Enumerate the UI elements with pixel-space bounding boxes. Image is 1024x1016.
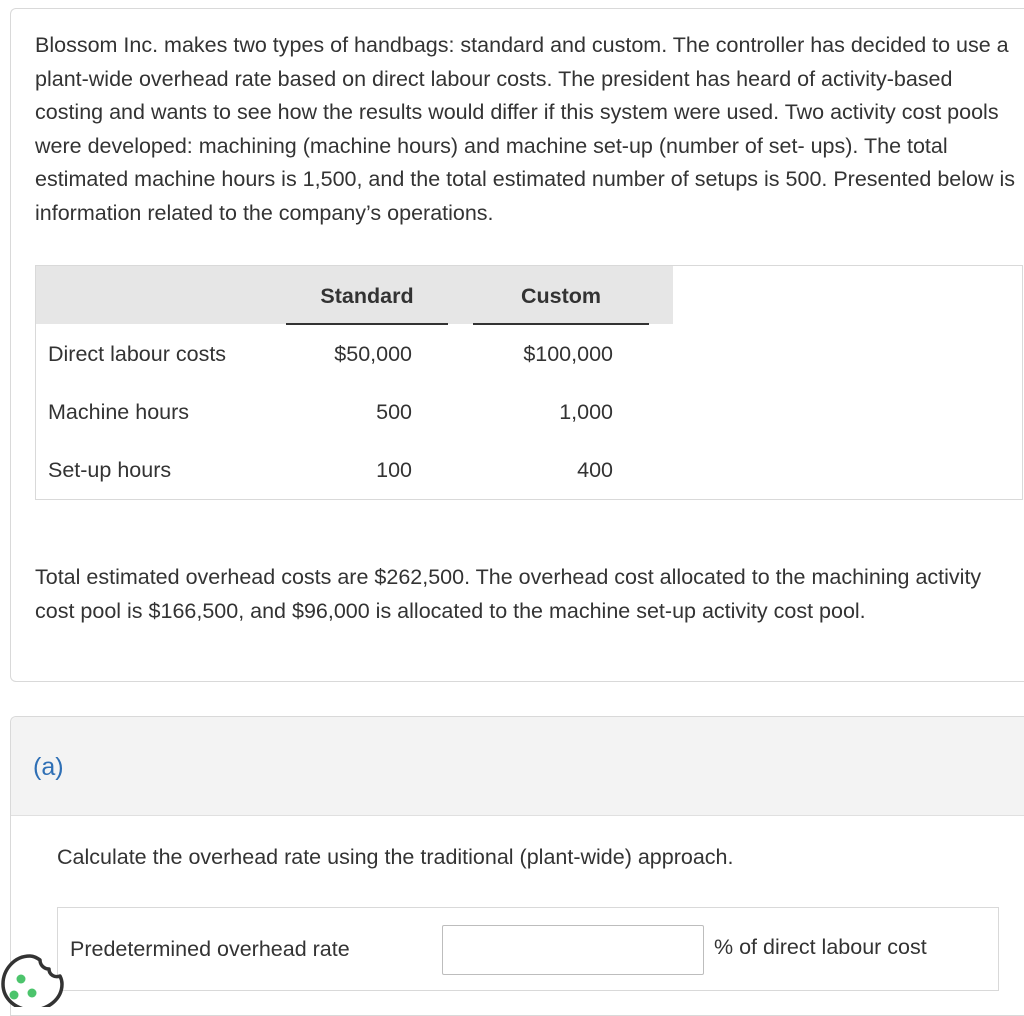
column-header-standard: Standard [320, 284, 414, 308]
part-a-letter: (a) [33, 753, 64, 781]
part-a-card [10, 716, 1024, 1016]
cell-direct-labour-custom: $100,000 [523, 342, 613, 366]
problem-card [10, 8, 1024, 682]
overhead-rate-input[interactable] [442, 925, 704, 975]
cookie-dot [28, 989, 37, 998]
answer-row [57, 907, 999, 991]
cell-direct-labour-standard: $50,000 [334, 342, 412, 366]
data-table [35, 265, 1023, 500]
answer-unit: % of direct labour cost [714, 935, 927, 959]
part-a-header [11, 717, 1024, 816]
row-label-set-up-hours: Set-up hours [48, 458, 172, 482]
cell-set-up-hours-custom: 400 [577, 458, 613, 482]
cookie-dot [17, 975, 26, 984]
column-underline-custom [473, 323, 649, 325]
answer-label: Predetermined overhead rate [70, 937, 350, 961]
cookie-icon[interactable] [0, 950, 68, 1007]
part-a-question: Calculate the overhead rate using the traditional (plant-wide) approach. [57, 845, 734, 869]
row-label-machine-hours: Machine hours [48, 400, 190, 424]
column-underline-standard [286, 323, 448, 325]
cell-machine-hours-standard: 500 [376, 400, 412, 424]
row-label-direct-labour-costs: Direct labour costs [48, 342, 227, 366]
cookie-dot [10, 991, 19, 1000]
problem-intro: Blossom Inc. makes two types of handbags: standard and custom. The controller has decided to use a plant-wide overhead rate based on direct labour costs. The president has heard of activity-based costing and wants to see how the results would differ if this system were used. Two activity cost pools were developed: machining (machine hours) and machine set-up (number of set- ups). The total estimated machine hours is 1,500, and the total estimated number of setups is 500. Presented below is information related to the company’s operations. [35, 33, 1016, 225]
cell-machine-hours-custom: 1,000 [559, 400, 613, 424]
cookie-outline [3, 956, 62, 1007]
cell-set-up-hours-standard: 100 [376, 458, 412, 482]
problem-closing: Total estimated overhead costs are $262,500. The overhead cost allocated to the machining activity cost pool is $166,500, and $96,000 is allocated to the machine set-up activity cost pool. [35, 565, 982, 623]
column-header-custom: Custom [520, 284, 602, 308]
